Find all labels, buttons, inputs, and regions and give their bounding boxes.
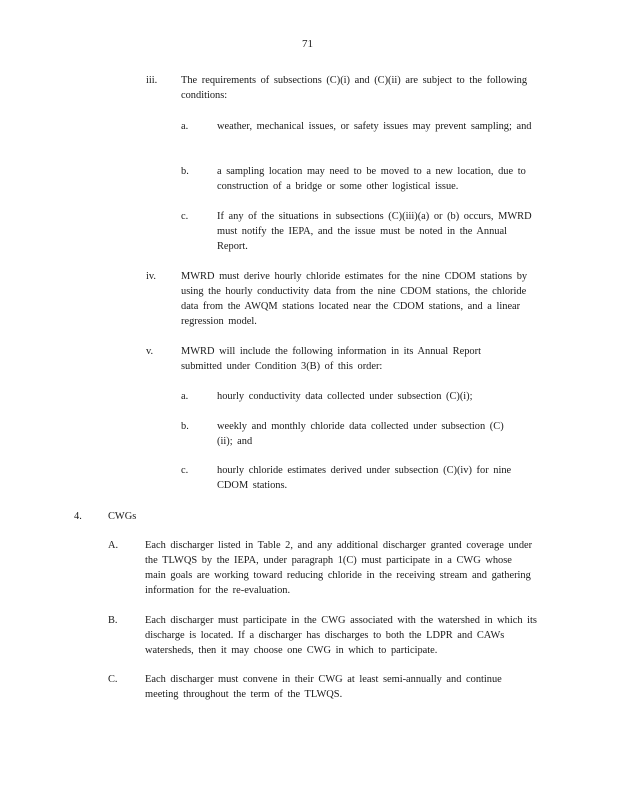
- sub-item-marker: a.: [181, 121, 189, 132]
- sub-item-marker: c.: [181, 465, 189, 476]
- sub-item-text: If any of the situations in subsections (C)(iii)(a) or (b) occurs, MWRD must notify the IEPA, and the issue must be noted in the Annual Report.: [217, 211, 532, 252]
- section-item-marker: A.: [108, 540, 119, 551]
- page-number: 71: [302, 38, 313, 50]
- sub-item-text: hourly conductivity data collected under subsection (C)(i);: [217, 391, 473, 402]
- sub-item-text: weather, mechanical issues, or safety issues may prevent sampling; and: [217, 121, 532, 132]
- roman-marker: iv.: [146, 271, 157, 282]
- roman-marker: iii.: [146, 75, 158, 86]
- roman-item-text: MWRD must derive hourly chloride estimates for the nine CDOM stations by using the hourly conductivity data from the nine CDOM stations, the chloride data from the AWQM stations located near the CDOM stations, and a linear regression model.: [181, 271, 528, 327]
- roman-marker: v.: [146, 346, 154, 357]
- section-item-text: Each discharger must convene in their CWG at least semi-annually and continue meeting throughout the term of the TLWQS.: [145, 674, 502, 700]
- section-title: CWGs: [108, 511, 137, 522]
- roman-item-text: MWRD will include the following information in its Annual Report submitted under Condition 3(B) of this order:: [181, 346, 481, 372]
- section-item-marker: C.: [108, 674, 118, 685]
- sub-item-marker: b.: [181, 166, 189, 177]
- section-item-text: Each discharger must participate in the CWG associated with the watershed in which its discharge is located. If a discharger has discharges to both the LDPR and CAWs watersheds, then it may choose one CWG in which to participate.: [145, 615, 537, 656]
- sub-item-marker: a.: [181, 391, 189, 402]
- sub-item-marker: c.: [181, 211, 189, 222]
- sub-item-text: weekly and monthly chloride data collected under subsection (C)(ii); and: [217, 421, 504, 447]
- section-number: 4.: [74, 511, 82, 522]
- section-item-text: Each discharger listed in Table 2, and any additional discharger granted coverage under the TLWQS by the IEPA, under paragraph 1(C) must participate in a CWG whose main goals are working toward reducing chloride in the receiving stream and gathering information for the re-evaluation.: [145, 540, 533, 596]
- sub-item-text: a sampling location may need to be moved to a new location, due to construction of a bridge or some other logistical issue.: [217, 166, 526, 192]
- sub-item-marker: b.: [181, 421, 189, 432]
- sub-item-text: hourly chloride estimates derived under subsection (C)(iv) for nine CDOM stations.: [217, 465, 512, 491]
- section-item-marker: B.: [108, 615, 118, 626]
- roman-item-text: The requirements of subsections (C)(i) and (C)(ii) are subject to the following conditions:: [181, 75, 528, 101]
